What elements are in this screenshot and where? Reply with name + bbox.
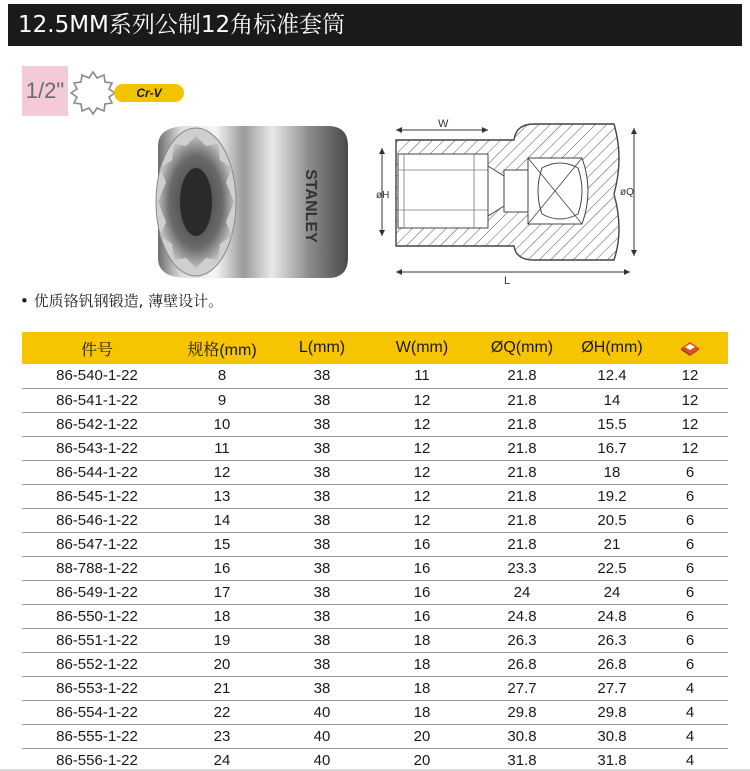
cell-part-number: 88-788-1-22 [22,556,172,580]
cell-h-diameter: 21 [572,532,652,556]
cell-q-diameter: 21.8 [472,460,572,484]
cell-pack-qty: 4 [652,749,728,771]
cell-q-diameter: 24.8 [472,604,572,628]
cell-size: 23 [172,725,272,749]
cell-h-diameter: 29.8 [572,701,652,725]
cell-size: 24 [172,749,272,771]
cell-width: 12 [372,436,472,460]
table-row [22,677,728,701]
cell-width: 16 [372,604,472,628]
cell-pack-qty: 6 [652,460,728,484]
cell-part-number: 86-541-1-22 [22,388,172,412]
cell-q-diameter: 21.8 [472,532,572,556]
cell-width: 12 [372,484,472,508]
cell-q-diameter: 23.3 [472,556,572,580]
table-row [22,580,728,604]
cell-h-diameter: 20.5 [572,508,652,532]
cell-size: 14 [172,508,272,532]
cell-size: 11 [172,436,272,460]
table-row [22,701,728,725]
col-q-diameter: ØQ(mm) [472,332,572,364]
cell-pack-qty: 6 [652,556,728,580]
cell-pack-qty: 6 [652,604,728,628]
cell-width: 16 [372,532,472,556]
cell-q-diameter: 27.7 [472,677,572,701]
cell-size: 22 [172,701,272,725]
cell-h-diameter: 24 [572,580,652,604]
cell-width: 12 [372,388,472,412]
cell-width: 20 [372,725,472,749]
col-part-number: 件号 [22,332,172,364]
cell-length: 40 [272,701,372,725]
cell-part-number: 86-545-1-22 [22,484,172,508]
cell-length: 38 [272,677,372,701]
cell-length: 38 [272,532,372,556]
table-row [22,653,728,677]
cell-width: 16 [372,580,472,604]
table-row [22,604,728,628]
cell-pack-qty: 6 [652,508,728,532]
cell-length: 40 [272,725,372,749]
table-row [22,532,728,556]
cell-width: 20 [372,749,472,771]
cell-q-diameter: 21.8 [472,436,572,460]
cell-size: 9 [172,388,272,412]
cell-width: 16 [372,556,472,580]
cell-width: 11 [372,364,472,388]
cell-part-number: 86-551-1-22 [22,629,172,653]
cell-pack-qty: 6 [652,484,728,508]
socket-photo [148,116,358,288]
cell-part-number: 86-553-1-22 [22,677,172,701]
page-title: 12.5MM系列公制12角标准套筒 [8,4,742,46]
cell-q-diameter: 21.8 [472,364,572,388]
cell-size: 10 [172,412,272,436]
cell-pack-qty: 12 [652,436,728,460]
cell-size: 12 [172,460,272,484]
cell-q-diameter: 21.8 [472,412,572,436]
cell-part-number: 86-555-1-22 [22,725,172,749]
cell-pack-qty: 6 [652,580,728,604]
table-row [22,388,728,412]
cell-q-diameter: 24 [472,580,572,604]
cell-length: 38 [272,653,372,677]
table-row [22,436,728,460]
twelve-point-icon [70,70,116,116]
cell-pack-qty: 12 [652,388,728,412]
cell-h-diameter: 12.4 [572,364,652,388]
cell-q-diameter: 21.8 [472,388,572,412]
table-row [22,749,728,771]
cell-part-number: 86-549-1-22 [22,580,172,604]
table-row [22,508,728,532]
cell-size: 15 [172,532,272,556]
cell-width: 12 [372,412,472,436]
cell-width: 18 [372,677,472,701]
q-dimension-label: øQ [620,187,634,198]
cell-h-diameter: 14 [572,388,652,412]
cell-h-diameter: 16.7 [572,436,652,460]
table-row [22,412,728,436]
cell-part-number: 86-544-1-22 [22,460,172,484]
cell-length: 38 [272,580,372,604]
cell-size: 19 [172,629,272,653]
table-header-row [22,332,728,364]
l-dimension-label: L [504,275,511,286]
cell-pack-qty: 6 [652,532,728,556]
cell-h-diameter: 26.3 [572,629,652,653]
cell-length: 38 [272,484,372,508]
cell-h-diameter: 26.8 [572,653,652,677]
cell-h-diameter: 27.7 [572,677,652,701]
cell-size: 17 [172,580,272,604]
cell-part-number: 86-552-1-22 [22,653,172,677]
w-dimension-label: W [438,118,449,130]
cell-h-diameter: 18 [572,460,652,484]
col-width: W(mm) [372,332,472,364]
cell-part-number: 86-543-1-22 [22,436,172,460]
cell-part-number: 86-556-1-22 [22,749,172,771]
cell-size: 13 [172,484,272,508]
cell-pack-qty: 4 [652,677,728,701]
cell-q-diameter: 30.8 [472,725,572,749]
drive-size-badge: 1/2" [22,66,68,116]
cell-pack-qty: 12 [652,412,728,436]
cell-part-number: 86-547-1-22 [22,532,172,556]
cell-h-diameter: 31.8 [572,749,652,771]
col-length: L(mm) [272,332,372,364]
cell-h-diameter: 24.8 [572,604,652,628]
cell-part-number: 86-546-1-22 [22,508,172,532]
cell-length: 38 [272,460,372,484]
cell-h-diameter: 30.8 [572,725,652,749]
table-row [22,556,728,580]
cell-length: 38 [272,604,372,628]
table-row [22,725,728,749]
table-row [22,460,728,484]
table-row [22,484,728,508]
cell-q-diameter: 21.8 [472,508,572,532]
table-row [22,364,728,388]
cell-length: 40 [272,749,372,771]
cell-size: 8 [172,364,272,388]
cell-length: 38 [272,364,372,388]
cell-length: 38 [272,412,372,436]
cell-q-diameter: 29.8 [472,701,572,725]
brand-engraving: STANLEY [302,169,319,243]
cell-q-diameter: 26.3 [472,629,572,653]
cell-pack-qty: 12 [652,364,728,388]
cell-part-number: 86-554-1-22 [22,701,172,725]
cell-part-number: 86-542-1-22 [22,412,172,436]
cell-width: 18 [372,629,472,653]
cell-h-diameter: 22.5 [572,556,652,580]
table-row [22,629,728,653]
cell-size: 16 [172,556,272,580]
cell-length: 38 [272,556,372,580]
material-badge: Cr-V [114,84,184,102]
col-size: 规格(mm) [172,332,272,364]
pack-quantity-icon [679,339,701,357]
cell-pack-qty: 4 [652,701,728,725]
socket-dimension-drawing [364,118,654,286]
cell-q-diameter: 21.8 [472,484,572,508]
cell-size: 21 [172,677,272,701]
h-dimension-label: øH [376,190,390,201]
cell-pack-qty: 6 [652,629,728,653]
cell-q-diameter: 26.8 [472,653,572,677]
feature-description: • 优质铬钒钢锻造, 薄壁设计。 [20,292,224,310]
cell-width: 18 [372,701,472,725]
cell-part-number: 86-540-1-22 [22,364,172,388]
cell-width: 12 [372,508,472,532]
cell-pack-qty: 4 [652,725,728,749]
cell-part-number: 86-550-1-22 [22,604,172,628]
cell-pack-qty: 6 [652,653,728,677]
cell-h-diameter: 15.5 [572,412,652,436]
cell-width: 18 [372,653,472,677]
cell-size: 18 [172,604,272,628]
col-h-diameter: ØH(mm) [572,332,652,364]
cell-length: 38 [272,629,372,653]
col-pack [652,332,728,364]
cell-length: 38 [272,388,372,412]
cell-q-diameter: 31.8 [472,749,572,771]
cell-width: 12 [372,460,472,484]
cell-length: 38 [272,508,372,532]
spec-table [22,332,728,771]
cell-h-diameter: 19.2 [572,484,652,508]
cell-length: 38 [272,436,372,460]
cell-size: 20 [172,653,272,677]
